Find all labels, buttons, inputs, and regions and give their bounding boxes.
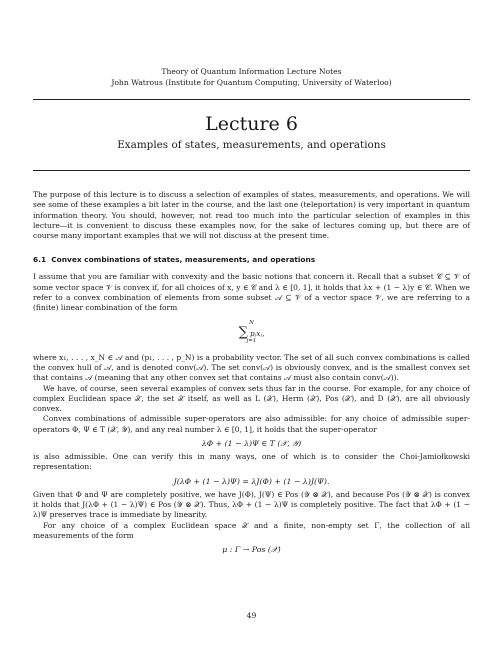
equation-measurement: μ : Γ → Pos (𝒳) bbox=[222, 545, 281, 555]
lecture-title: Lecture 6 bbox=[205, 113, 298, 135]
convex-combination-equation bbox=[33, 320, 470, 345]
paragraph-examples: We have, of course, seen several examples of convex sets thus far in the course. For example, for any choice of complex Euclidean space 𝒳, the set 𝒳 itself, as well as L (𝒳), Herm (𝒳), Pos (𝒳), and D (𝒳), are all obviously convex. bbox=[33, 383, 470, 414]
running-header-author: John Watrous (Institute for Quantum Computing, University of Waterloo) bbox=[111, 78, 392, 87]
sum-upper-limit: N bbox=[249, 319, 254, 326]
paragraph-convex-hull: where x₁, . . . , x_N ∈ 𝒜 and (p₁, . . . , p_N) is a probability vector. The set of all such convex combinations is called the convex hull of 𝒜, and is denoted conv(𝒜). The set conv(𝒜) is obviously convex, and is the smallest convex set that contains 𝒜 (meaning that any other convex set that contains 𝒜 must also contain conv(𝒜)). bbox=[33, 352, 470, 383]
equation-choi: J(λΦ + (1 − λ)Ψ) = λJ(Φ) + (1 − λ)J(Ψ). bbox=[173, 476, 330, 486]
sum-term: pⱼxⱼ, bbox=[250, 329, 265, 338]
section-title: Convex combinations of states, measurements, and operations bbox=[51, 255, 316, 265]
lecture-subtitle: Examples of states, measurements, and operations bbox=[117, 139, 386, 151]
paragraph-convexity: I assume that you are familiar with convexity and the basic notions that concern it. Recall that a subset 𝒞 ⊆ 𝒱 of some vector space 𝒱 is convex if, for all choices of x, y ∈ 𝒞 and λ ∈ [0, 1], it holds that λx + (1 − λ)y ∈ 𝒞. When we refer to a convex combination of elements from some subset 𝒜 ⊆ 𝒱 of a vector space 𝒱, we are referring to a (finite) linear combination of the form bbox=[33, 272, 470, 313]
paragraph-super-operators: Convex combinations of admissible super-operators are also admissible: for any choice of admissible super-operators Φ, Ψ ∈ T (𝒳, 𝒴), and any real number λ ∈ [0, 1], it holds that the super-operator bbox=[33, 414, 470, 434]
paragraph-choi: is also admissible. One can verify this in many ways, one of which is to consider the Choi-Jamiołkowski representation: bbox=[33, 452, 470, 472]
section-heading bbox=[33, 255, 470, 264]
sum-lower-limit: j=1 bbox=[246, 337, 257, 344]
sum-symbol: ∑ bbox=[238, 324, 248, 340]
equation-convex-super-operator: λΦ + (1 − λ)Ψ ∈ T (𝒳, 𝒴) bbox=[201, 439, 302, 449]
intro-paragraph: The purpose of this lecture is to discuss a selection of examples of states, measurements, and operations. We will see some of these examples a bit later in the course, and the last one (teleportation) is very important in quantum information theory. You should, however, not read too much into the particular selection of examples in this lecture—it is convenient to discuss these examples now, for the sake of lectures coming up, but there are of course many important examples that we will not discuss at the present time. bbox=[33, 190, 470, 241]
title-rule bbox=[33, 170, 470, 171]
paragraph-complete-positivity: Given that Φ and Ψ are completely positive, we have J(Φ), J(Ψ) ∈ Pos (𝒴 ⊗ 𝒳), and because Pos (𝒴 ⊗ 𝒳) is convex it holds that J(λΦ + (1 − λ)Ψ) ∈ Pos (𝒴 ⊗ 𝒳). Thus, λΦ + (1 − λ)Ψ is completely positive. The fact that λΦ + (1 − λ)Ψ preserves trace is immediate by linearity. bbox=[33, 489, 470, 520]
paragraph-measurements: For any choice of a complex Euclidean space 𝒳 and a finite, non-empty set Γ, the collection of all measurements of the form bbox=[33, 520, 470, 540]
section-number: 6.1 bbox=[33, 255, 47, 265]
page-number: 49 bbox=[246, 611, 257, 620]
page bbox=[33, 0, 470, 620]
top-rule bbox=[33, 99, 470, 100]
running-header-course: Theory of Quantum Information Lecture Notes bbox=[161, 67, 342, 76]
